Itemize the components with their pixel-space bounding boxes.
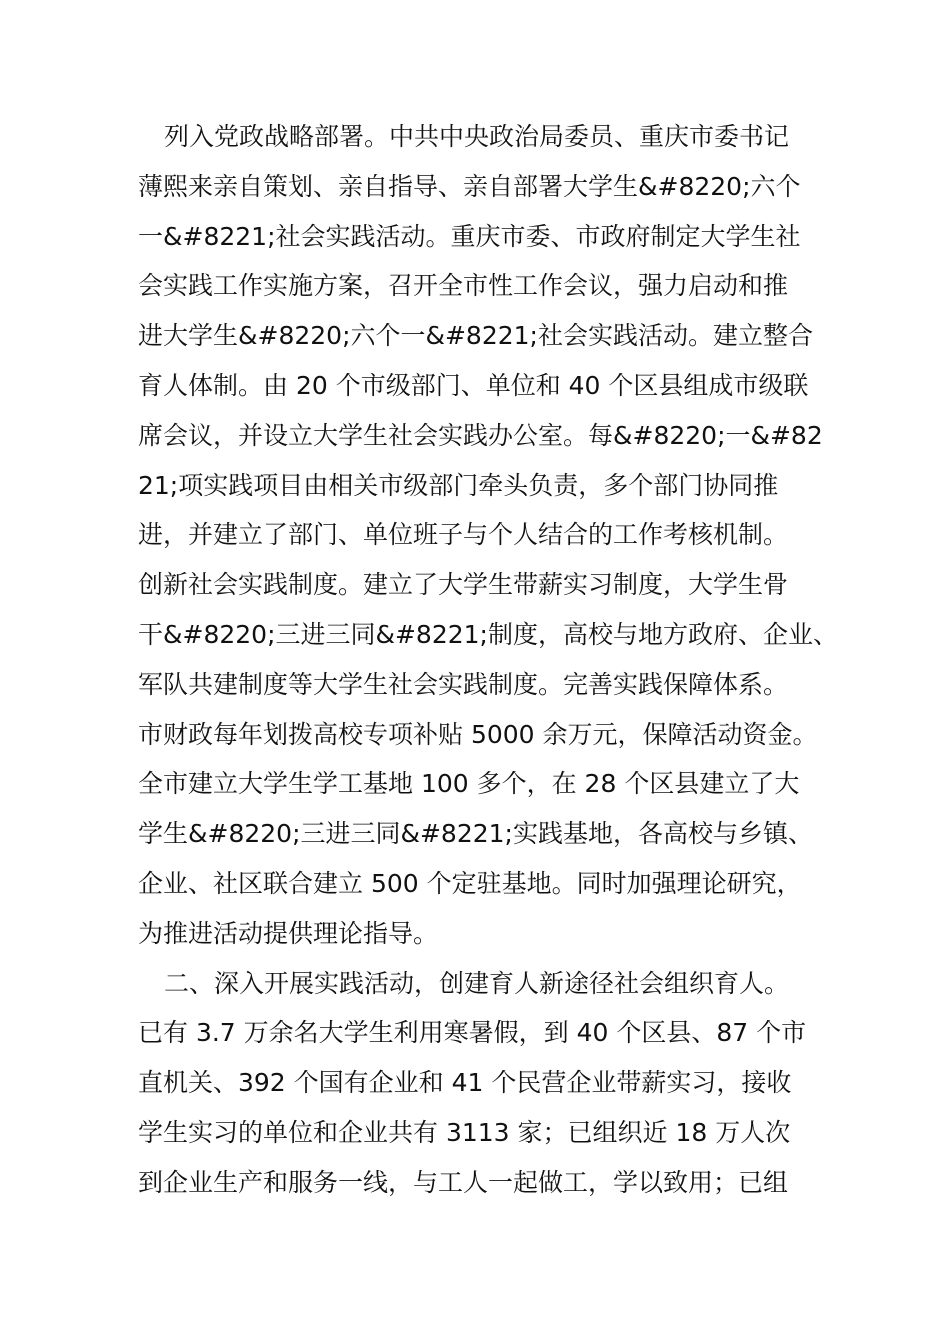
text-line: 育人体制。由 20 个市级部门、单位和 40 个区县组成市级联	[138, 370, 809, 400]
text-line: 列入党政战略部署。中共中央政治局委员、重庆市委书记	[164, 122, 790, 151]
text-line: 军队共建制度等大学生社会实践制度。完善实践保障体系。	[138, 669, 789, 699]
text-line: 干&#8220;三进三同&#8221;制度，高校与地方政府、企业、	[138, 619, 838, 649]
text-line: 21;项实践项目由相关市级部门牵头负责，多个部门协同推	[138, 470, 779, 500]
text-line: 进，并建立了部门、单位班子与个人结合的工作考核机制。	[138, 520, 789, 550]
text-line: 直机关、392 个国有企业和 41 个民营企业带薪实习，接收	[138, 1068, 792, 1098]
text-line: 企业、社区联合建立 500 个定驻基地。同时加强理论研究，	[138, 868, 802, 898]
text-line: 学生&#8220;三进三同&#8221;实践基地，各高校与乡镇、	[138, 819, 813, 849]
text-line: 一&#8221;社会实践活动。重庆市委、市政府制定大学生社	[138, 221, 801, 251]
text-line: 已有 3.7 万余名大学生利用寒暑假，到 40 个区县、87 个市	[138, 1018, 807, 1048]
text-line: 到企业生产和服务一线，与工人一起做工，学以致用；已组	[138, 1167, 789, 1197]
text-line: 为推进活动提供理论指导。	[138, 918, 439, 948]
text-line: 席会议，并设立大学生社会实践办公室。每&#8220;一&#82	[138, 420, 823, 450]
text-line: 薄熙来亲自策划、亲自指导、亲自部署大学生&#8220;六个	[138, 171, 801, 201]
text-line: 创新社会实践制度。建立了大学生带薪实习制度，大学生骨	[138, 570, 789, 600]
text-line: 进大学生&#8220;六个一&#8221;社会实践活动。建立整合	[138, 321, 813, 351]
text-line: 学生实习的单位和企业共有 3113 家；已组织近 18 万人次	[138, 1117, 791, 1147]
text-line: 市财政每年划拨高校专项补贴 5000 余万元，保障活动资金。	[138, 719, 818, 749]
body-text	[138, 112, 838, 1208]
section-heading-line: 二、深入开展实践活动，创建育人新途径社会组织育人。	[164, 968, 790, 998]
text-line: 会实践工作实施方案，召开全市性工作会议，强力启动和推	[138, 271, 789, 301]
text-line: 全市建立大学生学工基地 100 多个，在 28 个区县建立了大	[138, 769, 800, 799]
